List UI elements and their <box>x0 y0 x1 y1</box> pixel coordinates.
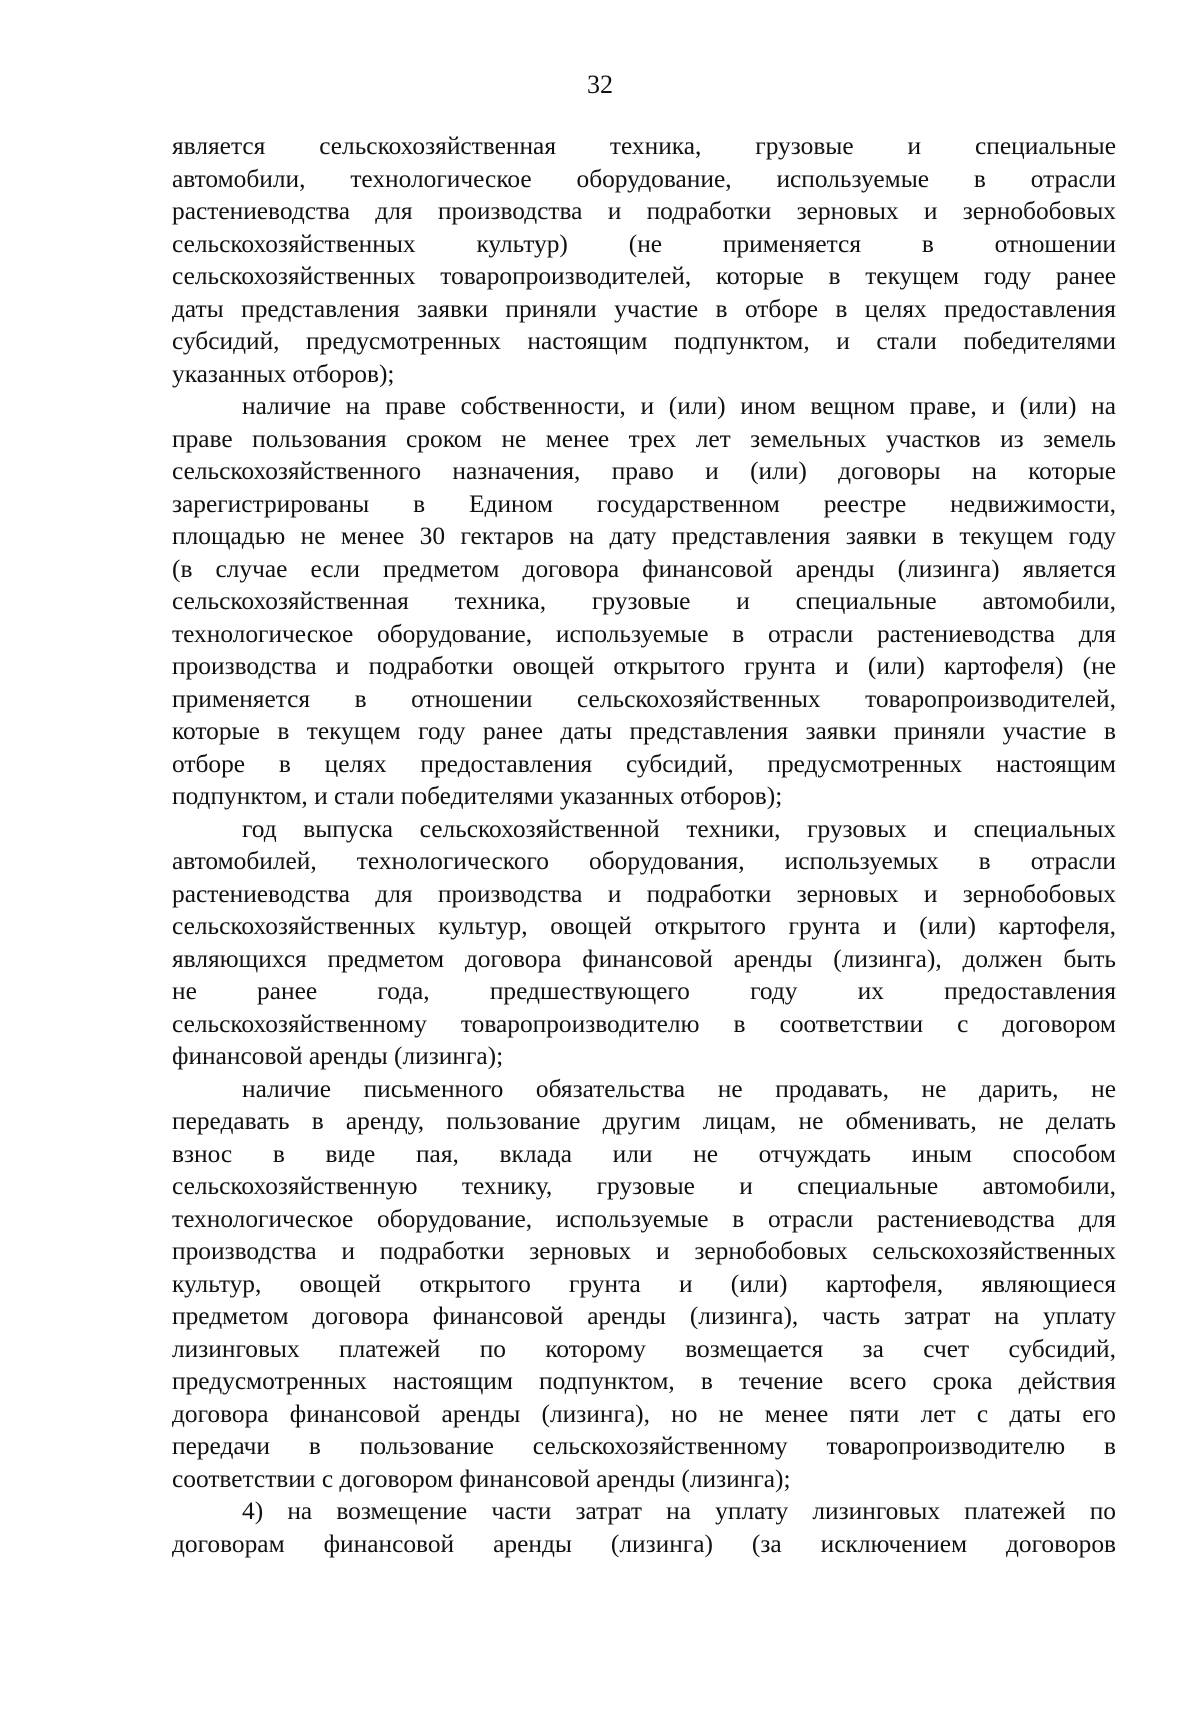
text-line: взнос в виде пая, вклада или не отчуждать иным способом <box>172 1139 1116 1168</box>
text-line: год выпуска сельскохозяйственной техники, грузовых и специальных <box>242 814 1116 843</box>
text-line: предусмотренных настоящим подпунктом, в течение всего срока действия <box>172 1367 1116 1395</box>
text-line: передачи в пользование сельскохозяйственному товаропроизводителю в <box>172 1432 1116 1460</box>
page-number: 32 <box>587 70 613 99</box>
text-line: автомобили, технологическое оборудование, используемые в отрасли <box>172 164 1116 193</box>
text-line: передавать в аренду, пользование другим лицам, не обменивать, не делать <box>172 1107 1116 1135</box>
text-line: автомобилей, технологического оборудования, используемых в отрасли <box>172 847 1116 875</box>
text-line: зарегистрированы в Едином государственном реестре недвижимости, <box>172 489 1116 518</box>
paragraph <box>172 1073 1116 1496</box>
text-line: сельскохозяйственную технику, грузовые и специальные автомобили, <box>172 1172 1116 1200</box>
text-line: договора финансовой аренды (лизинга), но не менее пяти лет с даты его <box>172 1399 1116 1428</box>
text-line: финансовой аренды (лизинга); <box>172 1042 504 1070</box>
text-line: наличие письменного обязательства не продавать, не дарить, не <box>242 1074 1116 1103</box>
text-line: сельскохозяйственных товаропроизводителей, которые в текущем году ранее <box>172 262 1116 290</box>
text-line: лизинговых платежей по которому возмещается за счет субсидий, <box>172 1334 1116 1363</box>
paragraph <box>172 130 1116 390</box>
text-line: сельскохозяйственного назначения, право и (или) договоры на которые <box>172 457 1116 485</box>
text-line: сельскохозяйственных культур) (не применяется в отношении <box>172 229 1116 258</box>
paragraph <box>172 390 1116 813</box>
text-line: наличие на праве собственности, и (или) ином вещном праве, и (или) на <box>242 392 1116 420</box>
text-line: отборе в целях предоставления субсидий, предусмотренных настоящим <box>172 749 1116 778</box>
text-line: сельскохозяйственная техника, грузовые и специальные автомобили, <box>172 587 1116 615</box>
text-line: подпунктом, и стали победителями указанных отборов); <box>172 782 783 810</box>
paragraph <box>172 813 1116 1073</box>
body-text <box>172 130 1116 1560</box>
text-line: праве пользования сроком не менее трех лет земельных участков из земель <box>172 424 1116 453</box>
text-line: сельскохозяйственному товаропроизводителю в соответствии с договором <box>172 1009 1116 1038</box>
text-line: 4) на возмещение части затрат на уплату лизинговых платежей по <box>242 1497 1116 1525</box>
text-line: указанных отборов); <box>172 359 395 388</box>
text-line: договорам финансовой аренды (лизинга) (за исключением договоров <box>172 1529 1116 1558</box>
text-line: площадью не менее 30 гектаров на дату представления заявки в текущем году <box>172 522 1116 550</box>
text-line: является сельскохозяйственная техника, грузовые и специальные <box>172 132 1116 160</box>
text-line: растениеводства для производства и подработки зерновых и зернобобовых <box>172 197 1116 225</box>
text-line: (в случае если предметом договора финансовой аренды (лизинга) является <box>172 554 1116 583</box>
text-line: применяется в отношении сельскохозяйственных товаропроизводителей, <box>172 684 1116 713</box>
text-line: технологическое оборудование, используемые в отрасли растениеводства для <box>172 1204 1116 1233</box>
text-line: являющихся предметом договора финансовой аренды (лизинга), должен быть <box>172 944 1116 973</box>
text-line: технологическое оборудование, используемые в отрасли растениеводства для <box>172 619 1116 648</box>
text-line: соответствии с договором финансовой аренды (лизинга); <box>172 1464 791 1493</box>
text-line: производства и подработки овощей открытого грунта и (или) картофеля) (не <box>172 652 1116 680</box>
text-line: которые в текущем году ранее даты представления заявки приняли участие в <box>172 717 1116 745</box>
text-line: субсидий, предусмотренных настоящим подпунктом, и стали победителями <box>172 327 1116 355</box>
text-line: культур, овощей открытого грунта и (или) картофеля, являющиеся <box>172 1269 1116 1298</box>
text-line: предметом договора финансовой аренды (лизинга), часть затрат на уплату <box>172 1302 1116 1330</box>
text-line: растениеводства для производства и подработки зерновых и зернобобовых <box>172 879 1116 908</box>
text-line: сельскохозяйственных культур, овощей открытого грунта и (или) картофеля, <box>172 912 1116 940</box>
paragraph <box>172 1495 1116 1560</box>
text-line: не ранее года, предшествующего году их предоставления <box>172 977 1116 1005</box>
text-line: даты представления заявки приняли участие в отборе в целях предоставления <box>172 294 1116 323</box>
text-line: производства и подработки зерновых и зернобобовых сельскохозяйственных <box>172 1237 1116 1265</box>
